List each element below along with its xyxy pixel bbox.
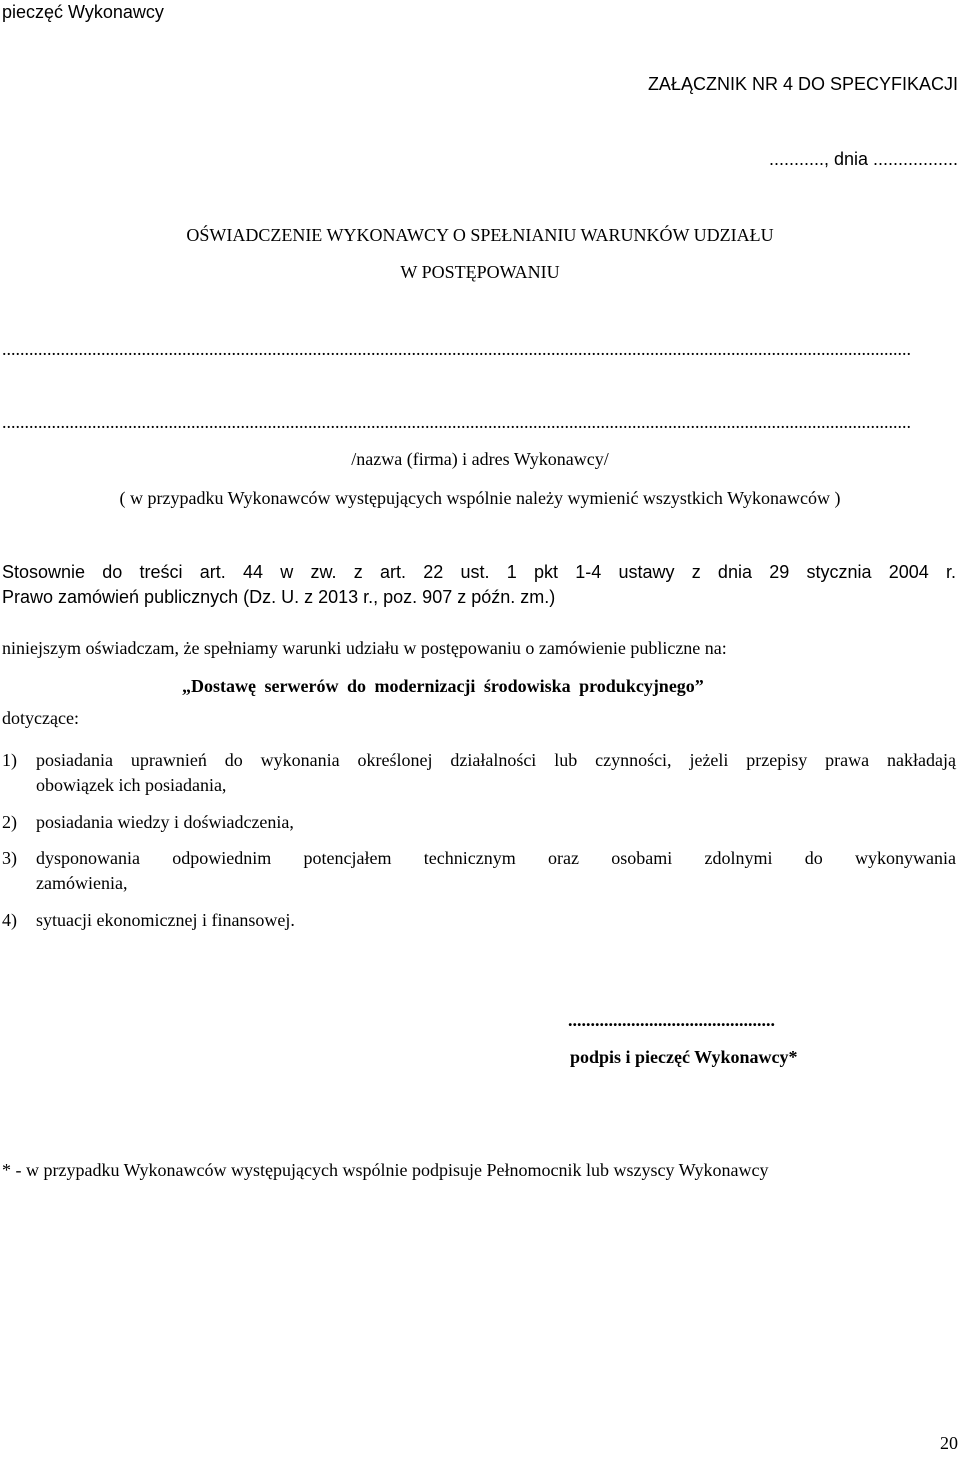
attachment-label: ZAŁĄCZNIK NR 4 DO SPECYFIKACJI — [647, 74, 958, 94]
condition-3-text: dysponowania odpowiednim potencjałem technicznym oraz osobami zdolnymi do wykonywania — [36, 848, 956, 868]
condition-3-number: 3) — [2, 848, 17, 868]
footnote: * - w przypadku Wykonawców występujących wspólnie podpisuje Pełnomocnik lub wszyscy Wykonawcy — [2, 1160, 769, 1180]
legal-basis-line1: Stosownie do treści art. 44 w zw. z art. 22 ust. 1 pkt 1-4 ustawy z dnia 29 stycznia 2004 r. — [2, 562, 956, 582]
condition-4-number: 4) — [2, 910, 17, 930]
document-title-line1: OŚWIADCZENIE WYKONAWCY O SPEŁNIANIU WARUNKÓW UDZIAŁU — [186, 225, 774, 245]
condition-1-text: posiadania uprawnień do wykonania określonej działalności lub czynności, jeżeli przepisy prawa nakładają — [36, 750, 956, 770]
contractor-stamp-label: pieczęć Wykonawcy — [2, 2, 164, 22]
condition-2-number: 2) — [2, 812, 17, 832]
signature-field[interactable]: .............................................. — [568, 1010, 775, 1030]
joint-contractors-note: ( w przypadku Wykonawców występujących wspólnie należy wymienić wszystkich Wykonawców ) — [119, 488, 841, 508]
condition-3-text-cont: zamówienia, — [36, 873, 128, 893]
legal-basis-line2: Prawo zamówień publicznych (Dz. U. z 2013 r., poz. 907 z późn. zm.) — [2, 587, 556, 607]
condition-2-text: posiadania wiedzy i doświadczenia, — [36, 812, 294, 832]
condition-1-number: 1) — [2, 750, 17, 770]
contractor-caption: /nazwa (firma) i adres Wykonawcy/ — [351, 449, 609, 469]
concerning-label: dotyczące: — [2, 708, 79, 728]
declaration-text: niniejszym oświadczam, że spełniamy warunki udziału w postępowaniu o zamówienie publiczne na: — [2, 638, 727, 658]
condition-4-text: sytuacji ekonomicznej i finansowej. — [36, 910, 295, 930]
signature-label: podpis i pieczęć Wykonawcy* — [570, 1047, 798, 1067]
page-number: 20 — [940, 1433, 958, 1453]
contractor-name-field[interactable]: .......................................................................................................................................................................................................... — [2, 339, 911, 359]
contractor-address-field[interactable]: .......................................................................................................................................................................................................... — [2, 412, 911, 432]
procurement-subject: „Dostawę serwerów do modernizacji środowiska produkcyjnego” — [182, 676, 704, 696]
document-title-line2: W POSTĘPOWANIU — [400, 262, 560, 282]
date-line: ..........., dnia ................. — [768, 149, 958, 169]
condition-1-text-cont: obowiązek ich posiadania, — [36, 775, 227, 795]
